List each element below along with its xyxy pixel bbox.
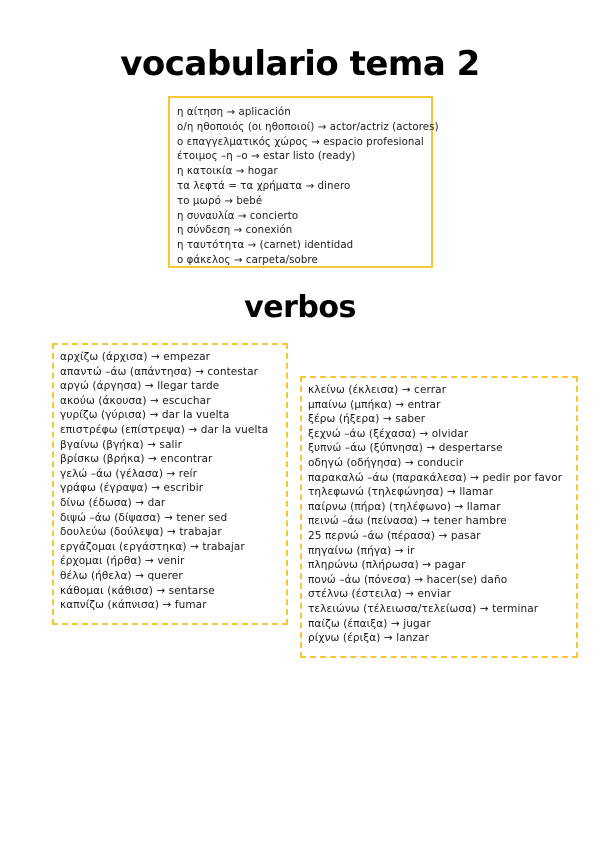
verb-item: οδηγώ (οδήγησα) → conducir — [308, 456, 464, 469]
vocab-item: ο/η ηθοποιός (οι ηθοποιοί) → actor/actriz (actores) — [177, 121, 439, 133]
verbs-list-right — [308, 383, 576, 646]
verbs-box-left — [52, 343, 288, 625]
verb-item: καπνίζω (κάπνισα) → fumar — [60, 599, 207, 612]
verb-item: βρίσκω (βρήκα) → encontrar — [60, 453, 213, 466]
page-title: vocabulario tema 2 — [120, 44, 480, 84]
verb-item: ξεχνώ –άω (ξέχασα) → olvidar — [308, 427, 469, 440]
verb-item: αργώ (άργησα) → llegar tarde — [60, 380, 220, 393]
verb-item: παρακαλώ –άω (παρακάλεσα) → pedir por favor — [308, 471, 563, 484]
verb-item: πονώ –άω (πόνεσα) → hacer(se) daño — [308, 573, 508, 586]
verb-item: θέλω (ήθελα) → querer — [60, 569, 183, 582]
verb-item: δουλεύω (δούλεψα) → trabajar — [60, 526, 222, 539]
verb-item: τηλεφωνώ (τηλεφώνησα) → llamar — [308, 486, 494, 499]
verb-item: γελώ –άω (γέλασα) → reír — [60, 467, 197, 480]
verb-item: ξέρω (ήξερα) → saber — [308, 413, 426, 426]
verbs-heading: verbos — [244, 290, 356, 325]
verbs-box-right — [300, 376, 578, 658]
verb-item: πηγαίνω (πήγα) → ir — [308, 544, 415, 557]
vocab-item: ο επαγγελματικός χώρος → espacio profesional — [177, 136, 424, 148]
verb-item: κλείνω (έκλεισα) → cerrar — [308, 384, 447, 396]
vocab-item: τα λεφτά = τα χρήματα → dinero — [177, 180, 351, 192]
verb-item: γράφω (έγραψα) → escribir — [60, 482, 204, 495]
verb-item: παίζω (έπαιξα) → jugar — [308, 617, 431, 630]
verb-item: γυρίζω (γύρισα) → dar la vuelta — [60, 409, 230, 422]
vocab-item: ο φάκελος → carpeta/sobre — [177, 254, 318, 266]
verb-item: αρχίζω (άρχισα) → empezar — [60, 351, 211, 363]
vocab-item: η σύνδεση → conexión — [177, 225, 293, 237]
verb-item: μπαίνω (μπήκα) → entrar — [308, 398, 441, 411]
verb-item: ξυπνώ –άω (ξύπνησα) → despertarse — [308, 442, 503, 455]
verb-item: απαντώ –άω (απάντησα) → contestar — [60, 365, 259, 378]
verb-item: τελειώνω (τέλειωσα/τελείωσα) → terminar — [308, 602, 539, 615]
verb-item: παίρνω (πήρα) (τηλέφωνο) → llamar — [308, 500, 501, 513]
verb-item: έρχομαι (ήρθα) → venir — [60, 555, 185, 568]
vocab-item: η συναυλία → concierto — [177, 210, 299, 222]
verb-item: βγαίνω (βγήκα) → salir — [60, 438, 182, 451]
verb-item: ρίχνω (έριξα) → lanzar — [308, 632, 430, 645]
verb-item: ακούω (άκουσα) → escuchar — [60, 394, 211, 407]
verb-item: πληρώνω (πλήρωσα) → pagar — [308, 559, 466, 572]
vocab-item: έτοιμος –η –ο → estar listo (ready) — [177, 151, 356, 163]
verb-item: στέλνω (έστειλα) → enviar — [308, 588, 452, 601]
vocab-item: η κατοικία → hogar — [177, 166, 278, 178]
vocabulary-box — [168, 96, 439, 268]
verb-item: δίνω (έδωσα) → dar — [60, 496, 166, 509]
verb-item: κάθομαι (κάθισα) → sentarse — [60, 584, 215, 597]
verb-item: επιστρέφω (επίστρεψα) → dar la vuelta — [60, 423, 269, 436]
vocab-item: η ταυτότητα → (carnet) identidad — [177, 240, 354, 252]
verb-item: πεινώ –άω (πείνασα) → tener hambre — [308, 515, 507, 528]
verbs-list-left — [60, 350, 286, 613]
verb-item: 25 περνώ –άω (πέρασα) → pasar — [308, 529, 481, 542]
verb-item: διψώ –άω (δίψασα) → tener sed — [60, 511, 228, 524]
verb-item: εργάζομαι (εργάστηκα) → trabajar — [60, 540, 245, 553]
vocab-item: η αίτηση → aplicación — [177, 107, 291, 118]
vocab-item: το μωρό → bebé — [177, 195, 263, 207]
vocabulary-list — [177, 106, 439, 269]
